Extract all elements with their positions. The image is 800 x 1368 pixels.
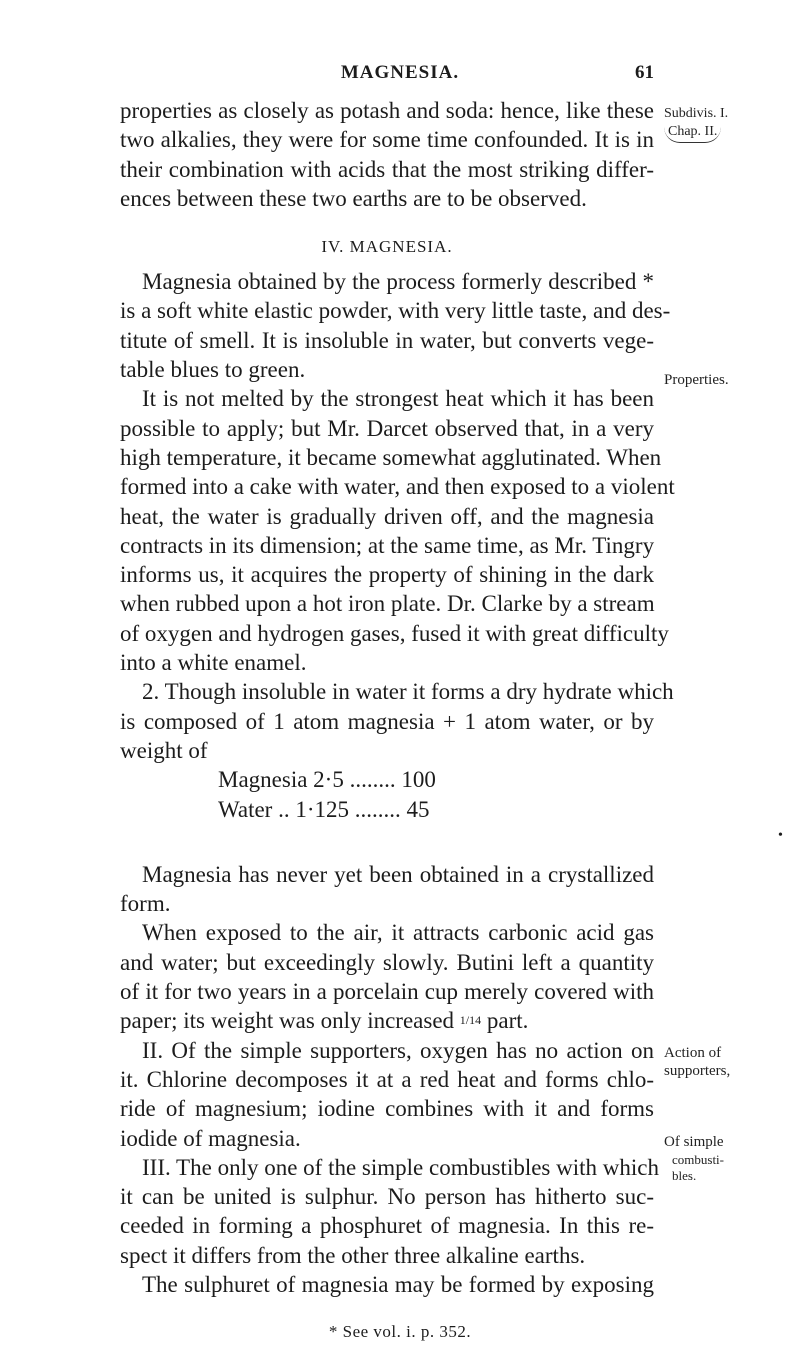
- margin-note-simple: bles.: [672, 1168, 697, 1183]
- text-line: it. Chlorine decomposes it at a red heat and forms chlo-: [120, 1066, 654, 1092]
- text-line: 2. Though insoluble in water it forms a dry hydrate which: [142, 679, 674, 705]
- text-line: When exposed to the air, it attracts carbonic acid gas: [142, 920, 654, 946]
- running-title: MAGNESIA.: [340, 62, 460, 83]
- text-line: of it for two years in a porcelain cup merely covered with: [120, 979, 654, 1005]
- text-line: informs us, it acquires the property of shining in the dark: [120, 562, 654, 588]
- text-line: titute of smell. It is insoluble in water, but converts vege-: [120, 327, 654, 353]
- text-line: of oxygen and hydrogen gases, fused it with great difficulty: [120, 620, 669, 646]
- text-line: is a soft white elastic powder, with very little taste, and des-: [120, 298, 671, 324]
- margin-note-action: supporters,: [664, 1063, 731, 1079]
- text-line: III. The only one of the simple combustibles with which: [142, 1154, 659, 1180]
- hydrate-table-row: Water .. 1·125 ........ 45: [218, 796, 430, 822]
- margin-note-subdivision: Subdivis. I.: [664, 106, 729, 121]
- text-line: spect it differs from the other three alkaline earths.: [120, 1242, 586, 1268]
- text-line: formed into a cake with water, and then exposed to a violent: [120, 474, 675, 500]
- text-line: Magnesia has never yet been obtained in a crystallized: [142, 861, 654, 887]
- text-line: high temperature, it became somewhat agglutinated. When: [120, 444, 662, 470]
- text-line: weight of: [120, 737, 208, 763]
- text-line: into a white enamel.: [120, 650, 307, 676]
- fraction: 1/14: [459, 1013, 482, 1028]
- text-line: II. Of the simple supporters, oxygen has no action on: [142, 1037, 654, 1063]
- text-line: it can be united is sulphur. No person has hitherto suc-: [120, 1184, 654, 1210]
- margin-note-chapter: Chap. II.: [664, 124, 721, 143]
- text-line: two alkalies, they were for some time confounded. It is in: [120, 127, 654, 153]
- text-line: ences between these two earths are to be observed.: [120, 185, 587, 211]
- text-line: ceeded in forming a phosphuret of magnesia. In this re-: [120, 1213, 654, 1239]
- text-fragment: part.: [486, 1008, 529, 1034]
- print-speck: •: [778, 828, 783, 843]
- text-line: Magnesia obtained by the process formerly described *: [142, 269, 654, 295]
- text-line: possible to apply; but Mr. Darcet observed that, in a very: [120, 415, 654, 441]
- section-heading: IV. MAGNESIA.: [321, 237, 453, 257]
- page-number: 61: [635, 62, 654, 83]
- text-line: iodide of magnesia.: [120, 1125, 301, 1151]
- margin-note-properties: Properties.: [664, 372, 729, 388]
- page-header: [0, 62, 800, 92]
- text-line: and water; but exceedingly slowly. Butini left a quantity: [120, 949, 654, 975]
- text-line: ride of magnesium; iodine combines with it and forms: [120, 1096, 654, 1122]
- body-text: [120, 96, 675, 1299]
- text-line: their combination with acids that the most striking differ-: [120, 156, 654, 182]
- hydrate-table-row: Magnesia 2·5 ........ 100: [218, 767, 436, 793]
- footnote: * See vol. i. p. 352.: [328, 1322, 472, 1341]
- text-line: properties as closely as potash and soda: hence, like these: [120, 98, 654, 123]
- text-line: is composed of 1 atom magnesia + 1 atom water, or by: [120, 708, 654, 734]
- text-line: contracts in its dimension; at the same time, as Mr. Tingry: [120, 532, 655, 558]
- text-line: when rubbed upon a hot iron plate. Dr. Clarke by a stream: [120, 591, 655, 617]
- text-fragment: paper; its weight was only increased: [120, 1008, 455, 1034]
- text-line: [120, 1006, 654, 1035]
- text-line: The sulphuret of magnesia may be formed by exposing: [142, 1271, 654, 1297]
- text-line: heat, the water is gradually driven off, and the magnesia: [120, 503, 654, 529]
- margin-note-simple: combusti-: [672, 1152, 724, 1167]
- text-line: table blues to green.: [120, 357, 306, 383]
- text-line: form.: [120, 891, 171, 917]
- margin-note-action: Action of: [664, 1045, 722, 1061]
- spacer: [120, 824, 654, 860]
- margin-note-simple: Of simple: [664, 1134, 724, 1150]
- text-line: It is not melted by the strongest heat which it has been: [142, 386, 654, 412]
